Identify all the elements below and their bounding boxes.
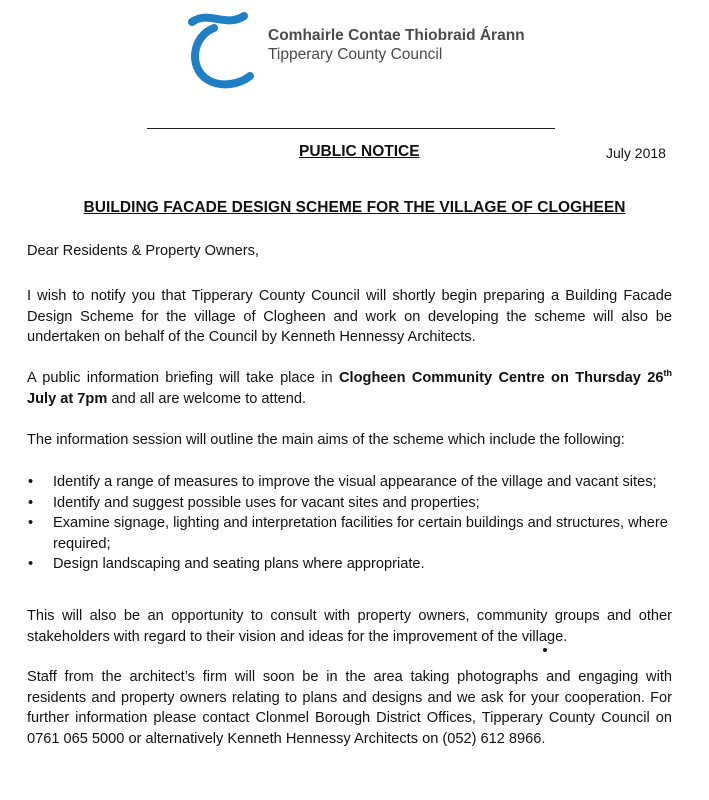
salutation: Dear Residents & Property Owners, — [27, 243, 259, 259]
bullet-icon: • — [28, 556, 34, 572]
notice-headline: BUILDING FACADE DESIGN SCHEME FOR THE VILLAGE OF CLOGHEEN — [83, 199, 626, 216]
council-name-english: Tipperary County Council — [268, 46, 443, 64]
notice-title: PUBLIC NOTICE — [299, 143, 420, 160]
briefing-time: July at 7pm — [27, 390, 108, 407]
briefing-venue: Clogheen Community Centre on Thursday 26 — [339, 370, 664, 386]
briefing-ordinal: th — [663, 368, 672, 378]
paragraph-intro: I wish to notify you that Tipperary County Council will shortly begin preparing a Building Facade Design Scheme for the village of Clogheen and work on developing the scheme will also be undertaken on behalf of the Council by Kenneth Hennessy Architects. — [27, 288, 672, 345]
bullet-icon: • — [28, 474, 34, 490]
paragraph-contact: Staff from the architect’s firm will soon be in the area taking photographs and engaging with residents and property owners relating to plans and designs and we ask for your cooperation. For further information please contact Clonmel Borough District Offices, Tipperary County Council on 0761 065 5000 or alternatively Kenneth Hennessy Architects on (052) 612 8966. — [27, 669, 672, 747]
paragraph-briefing — [27, 368, 672, 409]
bullet-icon: • — [28, 494, 34, 511]
briefing-closing: and all are welcome to attend. — [107, 390, 307, 407]
header-divider — [147, 128, 555, 129]
list-item-text: Design landscaping and seating plans where appropriate. — [53, 556, 425, 572]
council-name-irish: Comhairle Contae Thiobraid Árann — [268, 27, 525, 44]
council-name — [268, 26, 525, 65]
list-item — [27, 554, 672, 575]
list-item-text: Identify and suggest possible uses for vacant sites and properties; — [53, 494, 480, 511]
list-item-text: Identify a range of measures to improve the visual appearance of the village and vacant sites; — [53, 474, 657, 490]
paragraph-consultation: This will also be an opportunity to consult with property owners, community groups and other stakeholders with regard to their vision and ideas for the improvement of the village. — [27, 608, 672, 645]
stray-mark — [543, 648, 547, 652]
list-item — [27, 513, 672, 554]
list-item-text: Examine signage, lighting and interpretation facilities for certain buildings and structures, where required; — [53, 515, 668, 552]
notice-date: July 2018 — [606, 145, 666, 161]
council-logo-icon — [178, 6, 260, 92]
briefing-intro: A public information briefing will take place in — [27, 370, 340, 386]
aims-list — [27, 472, 672, 575]
list-item — [27, 472, 672, 493]
bullet-icon: • — [28, 515, 34, 531]
paragraph-aims: The information session will outline the main aims of the scheme which include the following: — [27, 432, 625, 448]
list-item — [27, 493, 672, 514]
